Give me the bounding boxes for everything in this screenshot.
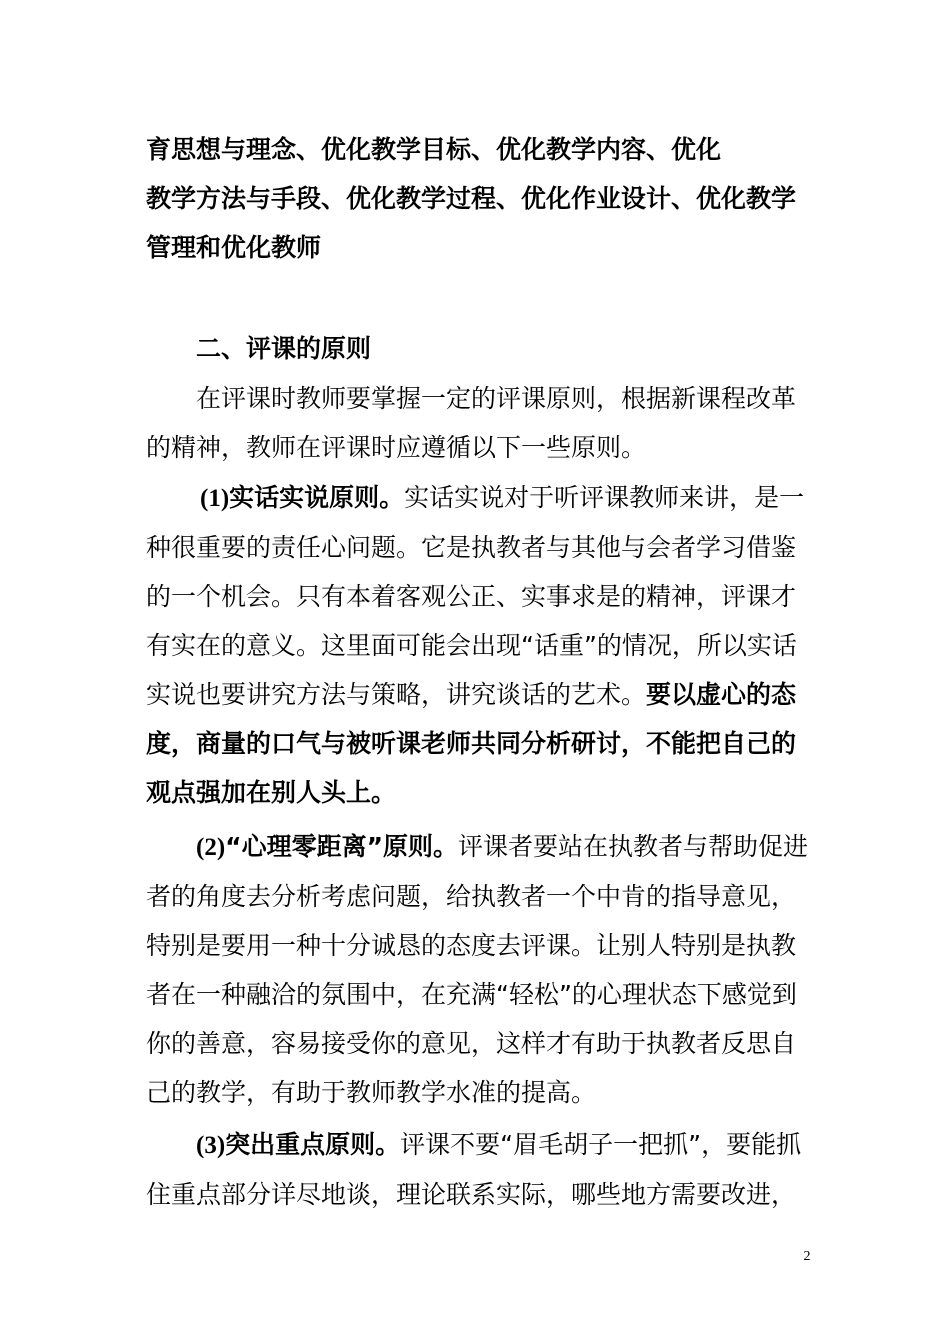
principle-3-body: 评课不要“眉毛胡子一把抓”，要能抓住重点部分详尽地谈，理论联系实际，哪些地方需要改进，: [146, 1130, 802, 1209]
principle-1-number: (1): [200, 485, 230, 512]
section-intro: 在评课时教师要掌握一定的评课原则，根据新课程改革的精神，教师在评课时应遵循以下一些原则。: [146, 384, 797, 462]
opening-line-1: 育思想与理念、优化教学目标、优化教学内容、优化: [146, 135, 722, 164]
principle-1-emphasis: 要以虚心的态度，商量的口气与被听课老师共同分析研讨，不能把自己的观点强加在别人头上。: [146, 680, 797, 807]
principle-2-title: “心理零距离”原则。: [225, 832, 459, 861]
opening-line-2: 教学方法与手段、优化教学过程、优化作业设计、优化教学管理和优化教师: [146, 184, 797, 262]
principle-1-body: 实话实说对于听评课教师来讲，是一种很重要的责任心问题。它是执教者与其他与会者学习借鉴的一个机会。只有本着客观公正、实事求是的精神，评课才有实在的意义。这里面可能会出现“话重”的情况，所以实话实说也要讲究方法与策略，讲究谈话的艺术。: [146, 483, 805, 709]
page-number: 2: [803, 1249, 811, 1264]
principle-1-title: 实话实说原则。: [229, 483, 405, 512]
principle-3-number: (3): [196, 1132, 226, 1159]
principle-2-body: 评课者要站在执教者与帮助促进者的角度去分析考虑问题，给执教者一个中肯的指导意见，特别是要用一种十分诚恳的态度去评课。让别人特别是执教者在一种融洽的氛围中，在充满“轻松”的心理状态下感觉到你的善意，容易接受你的意见，这样才有助于执教者反思自己的教学，有助于教师教学水准的提高。: [146, 832, 809, 1107]
principle-2: [146, 822, 810, 1117]
principle-2-number: (2): [196, 834, 226, 861]
principle-3-title: 突出重点原则。: [225, 1130, 401, 1159]
principle-3: [146, 1120, 810, 1219]
principle-1: [146, 473, 810, 817]
section-heading: 二、评课的原则: [196, 334, 372, 363]
